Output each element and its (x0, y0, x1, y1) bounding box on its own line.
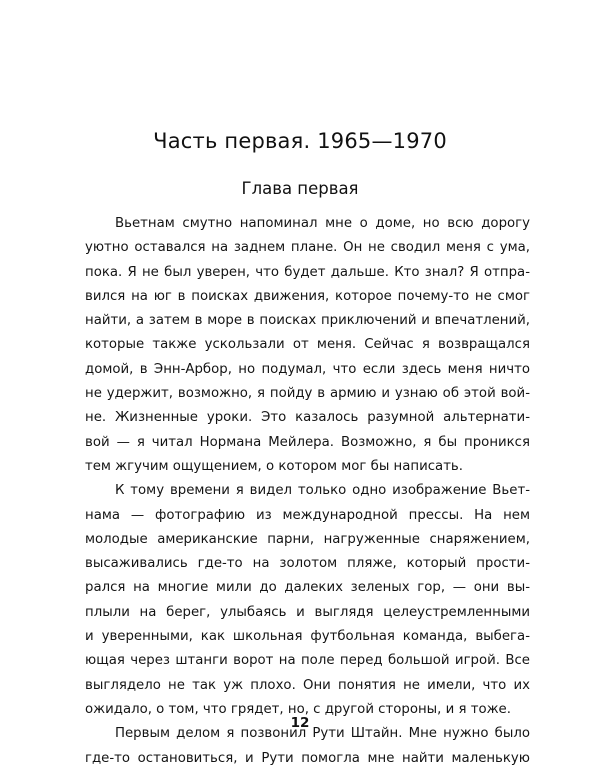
text-line: молодые американские парни, нагруженные снаряжением, (85, 531, 530, 547)
chapter-title: Глава первая (241, 179, 359, 198)
text-line: К тому времени я видел только одно изображение Вьет- (115, 483, 530, 499)
text-line: Первым делом я позвонил Рути Штайн. Мне нужно было (115, 726, 530, 742)
text-line: тем жгучим ощущением, о котором мог бы написать. (85, 458, 464, 474)
text-line: домой, в Энн-Арбор, но подумал, что если здесь меня ничто (85, 361, 530, 377)
text-line: вился на юг в поисках движения, которое почему-то не смог (85, 288, 530, 304)
text-line: пока. Я не был уверен, что будет дальше. Кто знал? Я отпра- (85, 264, 530, 280)
text-line: где-то остановиться, и Рути помогла мне найти маленькую (85, 750, 530, 766)
text-line: Вьетнам смутно напоминал мне о доме, но всю дорогу (115, 216, 530, 231)
text-line: ющая через штанги ворот на поле перед большой игрой. Все (85, 653, 530, 669)
text-line: рался на многие мили до далеких зеленых гор, — они вы- (85, 580, 530, 596)
text-line: ожидало, о том, что грядет, но, с другой стороны, и я тоже. (85, 701, 511, 717)
text-line: которые также ускользали от меня. Сейчас я возвращался (85, 337, 530, 353)
text-line: не. Жизненные уроки. Это казалось разумной альтернати- (85, 410, 530, 426)
text-line: не удержит, возможно, я пойду в армию и узнаю об этой вой- (85, 386, 530, 402)
text-line: нама — фотографию из международной прессы. На нем (85, 507, 530, 523)
page-number: 12 (290, 715, 310, 731)
text-line: плыли на берег, улыбаясь и выглядя целеустремленными (85, 604, 530, 620)
text-line: вой — я читал Нормана Мейлера. Возможно, я бы проникся (85, 434, 530, 450)
text-line: найти, а затем в море в поисках приключений и впечатлений, (85, 313, 530, 329)
text-line: выглядело не так уж плохо. Они понятия не имели, что их (85, 677, 530, 693)
body-text (85, 212, 530, 771)
text-line: и уверенными, как школьная футбольная команда, выбега- (85, 629, 530, 645)
part-title: Часть первая. 1965—1970 (153, 129, 447, 153)
text-line: уютно оставался на заднем плане. Он не сводил меня с ума, (85, 240, 530, 256)
text-line: высаживались где-то на золотом пляже, который прости- (85, 556, 530, 572)
